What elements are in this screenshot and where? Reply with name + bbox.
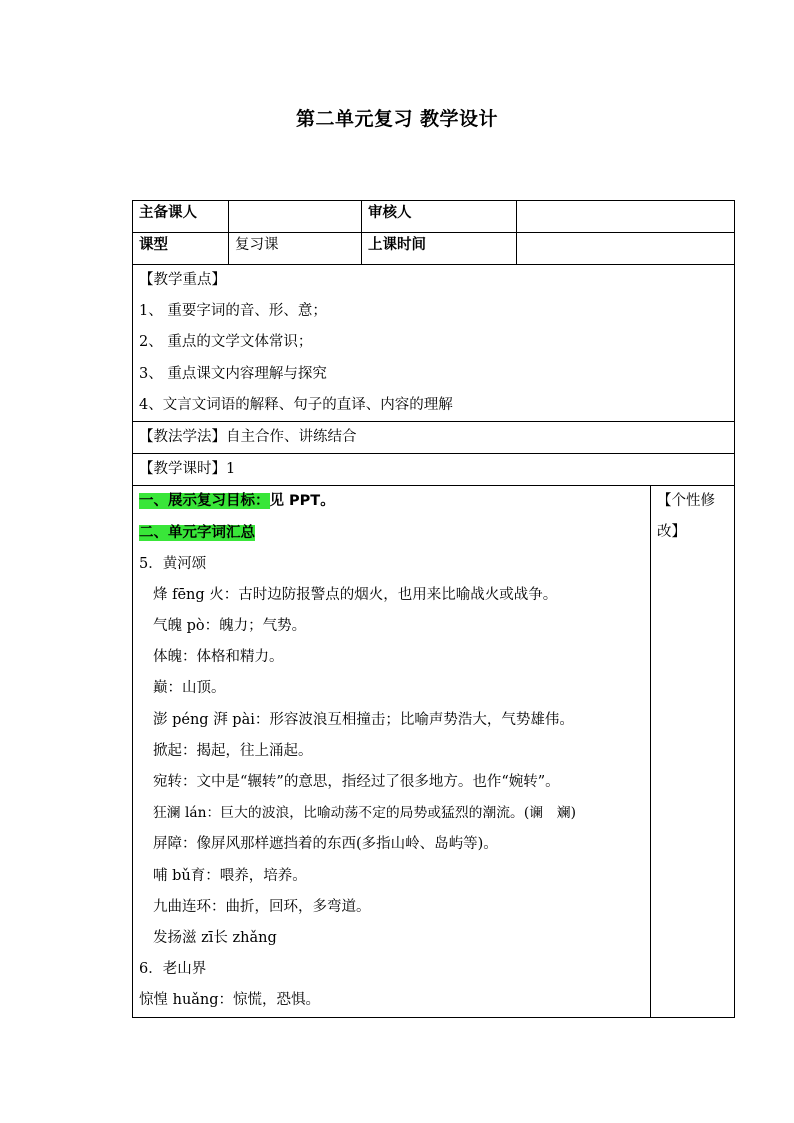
vocab-item: 掀起：揭起，往上涌起。 (153, 742, 313, 759)
vocab-item: 哺 bǔ育：喂养，培养。 (153, 867, 307, 884)
preparer-value (229, 201, 362, 233)
key-point-item: 3、 重点课文内容理解与探究 (139, 365, 327, 382)
vocab-section-heading: 二、单元字词汇总 (139, 524, 255, 541)
info-row-2 (133, 233, 735, 265)
vocab-item: 宛转：文中是“辗转”的意思，指经过了很多地方。也作“婉转”。 (153, 774, 560, 790)
vocab-item: 惊惶 huǎng：惊慌，恐惧。 (139, 992, 321, 1009)
content-row (133, 486, 735, 1017)
lesson-heading: 6．老山界 (139, 961, 207, 978)
vocab-item: 体魄：体格和精力。 (153, 649, 284, 666)
lesson-type-label: 课型 (133, 233, 229, 265)
review-goal-heading: 一、展示复习目标： (139, 493, 270, 510)
review-goal-line (139, 486, 644, 517)
lesson-plan-table (132, 200, 735, 1018)
content-cell (133, 486, 651, 1017)
key-points-heading: 【教学重点】 (139, 272, 226, 288)
reviewer-label: 审核人 (362, 201, 517, 233)
vocab-item: 狂澜 lán：巨大的波浪，比喻动荡不定的局势或猛烈的潮流。(谰 斓) (153, 805, 576, 822)
lesson-type-value: 复习课 (229, 233, 362, 265)
class-time-value (517, 233, 735, 265)
review-goal-text: 见 PPT。 (269, 493, 335, 510)
vocab-item: 屏障：像屏风那样遮挡着的东西(多指山岭、岛屿等)。 (153, 836, 498, 853)
preparer-label: 主备课人 (133, 201, 229, 233)
vocab-item: 气魄 pò：魄力；气势。 (153, 618, 307, 635)
vocab-item: 烽 fēng 火：古时边防报警点的烟火，也用来比喻战火或战争。 (153, 586, 558, 603)
key-point-item: 2、 重点的文学文体常识； (139, 334, 313, 351)
lesson-heading: 5．黄河颂 (139, 555, 207, 572)
teaching-periods: 【教学课时】1 (139, 461, 236, 478)
periods-row (133, 454, 735, 486)
key-point-item: 1、 重要字词的音、形、意； (139, 303, 327, 320)
page-title: 第二单元复习 教学设计 (295, 108, 499, 130)
vocab-item: 澎 péng 湃 pài：形容波浪互相撞击；比喻声势浩大，气势雄伟。 (153, 711, 574, 728)
vocab-item: 巅：山顶。 (153, 680, 226, 697)
reviewer-value (517, 201, 735, 233)
info-row-1 (133, 201, 735, 233)
key-point-item: 4、文言文词语的解释、句子的直译、内容的理解 (139, 396, 453, 413)
personal-revision-note: 【个性修改】 (651, 486, 735, 1017)
key-points-row (133, 265, 735, 422)
class-time-label: 上课时间 (362, 233, 517, 265)
teaching-method: 【教法学法】自主合作、讲练结合 (139, 428, 357, 445)
method-row (133, 421, 735, 453)
vocab-item: 发扬滋 zī长 zhǎng (153, 929, 277, 946)
vocab-item: 九曲连环：曲折，回环，多弯道。 (153, 898, 371, 915)
